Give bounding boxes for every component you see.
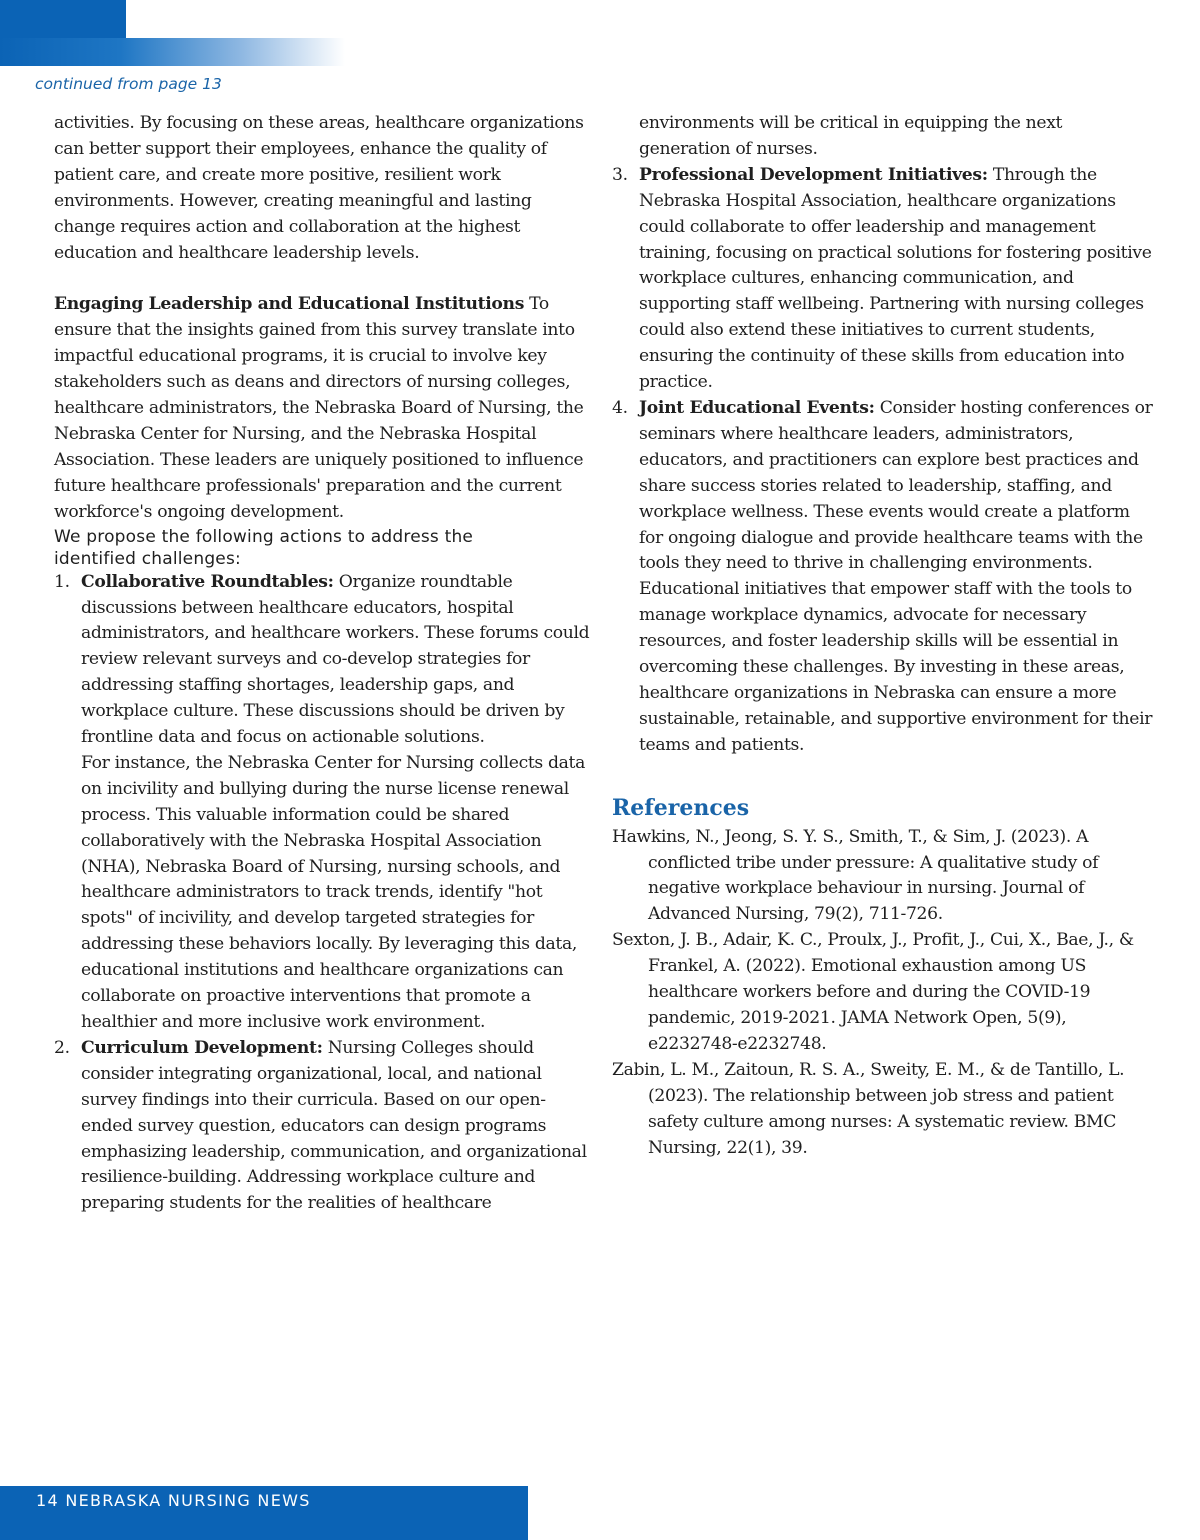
engaging-body: To ensure that the insights gained from this survey translate into impactful educational programs, it is crucial to involve key stakeholders such as deans and directors of nursing colleges, healthcare administrators, the Nebraska Board of Nursing, the Nebraska Center for Nursing, and the Nebraska Hospital Association. These leaders are uniquely positioned to influence future healthcare professionals' preparation and the current workforce's ongoing development. (54, 294, 584, 522)
action-item-2-continued (612, 111, 1157, 163)
footer-page-label: 14 NEBRASKA NURSING NEWS (36, 1491, 311, 1510)
continued-note: continued from page 13 (35, 75, 222, 93)
action-body-continued: For instance, the Nebraska Center for Nursing collects data on incivility and bullying during the nurse license renewal process. This valuable information could be shared collaboratively with the Nebraska Hospital Association (NHA), Nebraska Board of Nursing, nursing schools, and healthcare administrators to track trends, identify "hot spots" of incivility, and develop targeted strategies for addressing these behaviors locally. By leveraging this data, educational institutions and healthcare organizations can collaborate on proactive interventions that promote a healthier and more inclusive work environment. (81, 752, 586, 1032)
action-body: Nursing Colleges should consider integrating organizational, local, and national survey findings into their curricula. Based on our open-ended survey question, educators can design programs emphasizing leadership, communication, and organizational resilience-building. Addressing workplace culture and preparing students for the realities of healthcare (81, 1037, 587, 1214)
intro-paragraph: activities. By focusing on these areas, healthcare organizations can better support their employees, enhance the quality of patient care, and create more positive, resilient work environments. However, creating meaningful and lasting change requires action and collaboration at the highest education and healthcare leadership levels. (54, 113, 584, 263)
actions-list-continued (612, 111, 1157, 759)
action-item-2 (54, 1036, 594, 1217)
actions-list (54, 570, 594, 1218)
action-item-1 (54, 570, 594, 1036)
action-item-3 (612, 163, 1157, 396)
reference-entry: Zabin, L. M., Zaitoun, R. S. A., Sweity, E. M., & de Tantillo, L. (2023). The relationship between job stress and patient safety culture among nurses: A systematic review. BMC Nursing, 22(1), 39. (612, 1059, 1125, 1158)
action-title: Joint Educational Events: (639, 397, 875, 418)
action-item-4 (612, 396, 1157, 759)
propose-line-2: identified challenges: (54, 548, 241, 569)
action-title: Curriculum Development: (81, 1037, 323, 1058)
engaging-paragraph (54, 292, 594, 525)
action-number: 4. (612, 397, 628, 418)
action-body: Consider hosting conferences or seminars where healthcare leaders, administrators, educators, and practitioners can explore best practices and share success stories related to leadership, staffing, and workplace wellness. These events would create a platform for ongoing dialogue and provide healthcare teams with the tools they need to thrive in challenging environments. Educational initiatives that empower staff with the tools to manage workplace dynamics, advocate for necessary resources, and foster leadership skills will be essential in overcoming these challenges. By investing in these areas, healthcare organizations in Nebraska can ensure a more sustainable, retainable, and supportive environment for their teams and patients. (639, 397, 1153, 755)
paragraph-gap (54, 266, 594, 292)
right-column (612, 111, 1157, 1161)
reference-entry: Sexton, J. B., Adair, K. C., Proulx, J., Profit, J., Cui, X., Bae, J., & Frankel, A. (2022). Emotional exhaustion among US healthcare workers before and during the COVID-19 pandemic, 2019-2021. JAMA Network Open, 5(9), e2232748-e2232748. (612, 930, 1134, 1054)
references-heading: References (612, 794, 750, 821)
action-body: Through the Nebraska Hospital Association, healthcare organizations could collaborate to offer leadership and management training, focusing on practical solutions for fostering positive workplace cultures, enhancing communication, and supporting staff wellbeing. Partnering with nursing colleges could also extend these initiatives to current students, ensuring the continuity of these skills from education into practice. (639, 164, 1152, 393)
action-body: Organize roundtable discussions between healthcare educators, hospital administrators, and healthcare workers. These forums could review relevant surveys and co-develop strategies for addressing staffing shortages, leadership gaps, and workplace culture. These discussions should be driven by frontline data and focus on actionable solutions. (81, 571, 590, 748)
propose-intro (54, 526, 594, 570)
action-number: 2. (54, 1037, 70, 1058)
action-title: Professional Development Initiatives: (639, 164, 988, 185)
action-number: 3. (612, 164, 628, 185)
reference-entry: Hawkins, N., Jeong, S. Y. S., Smith, T., & Sim, J. (2023). A conflicted tribe under pressure: A qualitative study of negative workplace behaviour in nursing. Journal of Advanced Nursing, 79(2), 711-726. (612, 826, 1099, 925)
action-body: environments will be critical in equipping the next generation of nurses. (639, 113, 1063, 159)
propose-line-1: We propose the following actions to address the (54, 526, 474, 547)
engaging-heading: Engaging Leadership and Educational Institutions (54, 294, 525, 315)
header-gradient-bar (0, 38, 345, 66)
left-column (54, 111, 594, 1217)
action-number: 1. (54, 571, 70, 592)
action-title: Collaborative Roundtables: (81, 571, 334, 592)
